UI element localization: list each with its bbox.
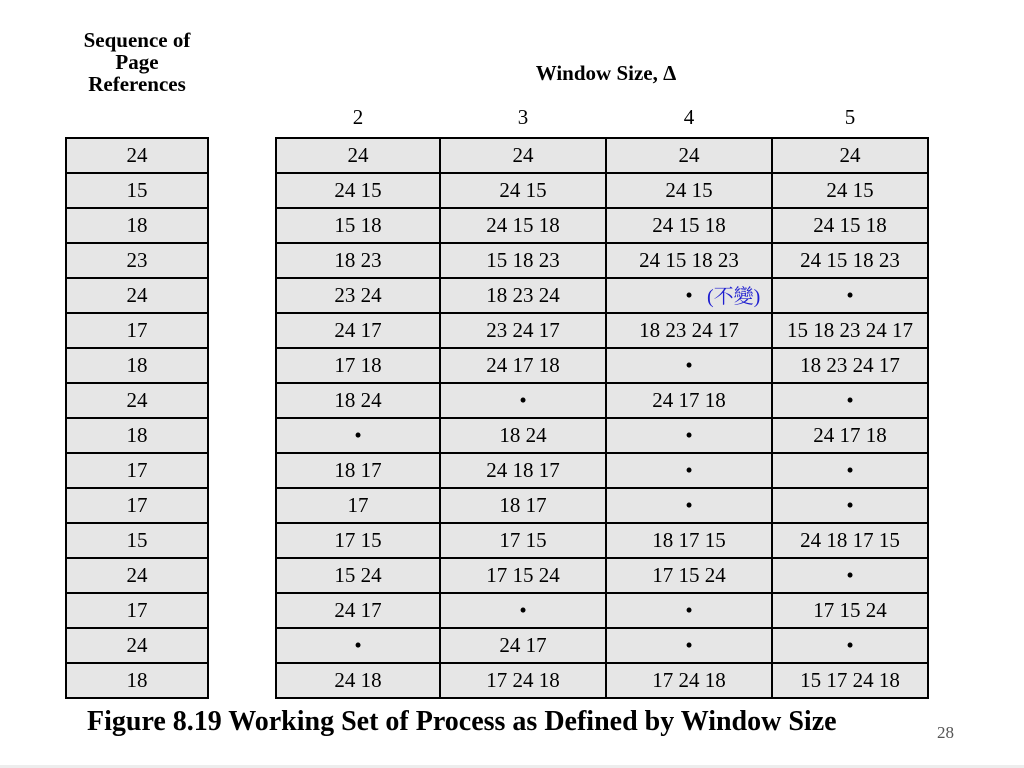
working-set-cell-window-3: 24 17 18 [441,349,605,382]
working-set-cell-window-4: 24 [607,139,771,172]
page-reference-cell: 15 [67,524,207,557]
working-set-cell-window-3: 18 24 [441,419,605,452]
working-set-cell-window-5: • [773,489,927,522]
page-reference-cell: 24 [67,559,207,592]
page-reference-cell: 17 [67,314,207,347]
working-set-cell-window-2: 17 18 [277,349,439,382]
working-set-cell-window-5: 24 15 [773,174,927,207]
unchanged-annotation: (不變) [707,286,761,308]
working-set-cell-window-4: • [607,454,771,487]
working-set-cell-window-2: 24 17 [277,314,439,347]
working-set-cell-window-3: 24 15 18 [441,209,605,242]
page-reference-header-line: Page [115,50,159,74]
window-size-label: 3 [517,105,529,129]
working-set-cell-window-4: 24 15 18 23 [607,244,771,277]
working-set-cell-window-4: 24 15 18 [607,209,771,242]
window-size-label: 5 [844,105,856,129]
page-reference-cell: 18 [67,349,207,382]
working-set-cell-window-3: 15 18 23 [441,244,605,277]
working-set-cell-window-3: • [441,594,605,627]
working-set-cell-window-2: 15 24 [277,559,439,592]
working-set-cell-window-5: 24 18 17 15 [773,524,927,557]
working-set-cell-window-5: • [773,629,927,662]
working-set-cell-window-5: 18 23 24 17 [773,349,927,382]
working-set-table [275,137,929,699]
working-set-cell-window-4: 17 15 24 [607,559,771,592]
window-size-header: Window Size, Δ [535,61,677,85]
working-set-cell-window-3: 23 24 17 [441,314,605,347]
working-set-cell-window-3: 17 15 24 [441,559,605,592]
figure-caption: Figure 8.19 Working Set of Process as Defined by Window Size [87,706,837,737]
working-set-cell-window-5: 24 [773,139,927,172]
working-set-cell-window-5: • [773,454,927,487]
working-set-cell-window-5: 15 18 23 24 17 [773,314,927,347]
working-set-cell-window-4: • [607,594,771,627]
page-reference-cell: 15 [67,174,207,207]
working-set-cell-window-2: 18 17 [277,454,439,487]
working-set-cell-window-3: 24 15 [441,174,605,207]
working-set-cell-window-5: 17 15 24 [773,594,927,627]
working-set-cell-window-3: 24 18 17 [441,454,605,487]
working-set-cell-window-5: • [773,384,927,417]
working-set-cell-window-2: 15 18 [277,209,439,242]
page-reference-cell: 17 [67,594,207,627]
working-set-cell-window-5: • [773,279,927,312]
page-reference-cell: 18 [67,419,207,452]
working-set-cell-window-4: • [607,419,771,452]
page-reference-cell: 24 [67,139,207,172]
working-set-cell-window-2: 24 15 [277,174,439,207]
working-set-cell-window-2: • [277,629,439,662]
working-set-cell-window-4: • [607,279,771,312]
working-set-cell-window-5: 24 17 18 [773,419,927,452]
page-reference-header [37,29,237,95]
working-set-cell-window-4: 24 17 18 [607,384,771,417]
working-set-cell-window-3: • [441,384,605,417]
page-reference-cell: 18 [67,209,207,242]
page-reference-cell: 24 [67,279,207,312]
window-size-label: 4 [683,105,695,129]
working-set-cell-window-3: 17 24 18 [441,664,605,697]
page-reference-header-line: References [88,72,186,96]
page-reference-cell: 24 [67,629,207,662]
working-set-cell-window-2: 18 23 [277,244,439,277]
page-reference-cell: 17 [67,489,207,522]
working-set-cell-window-4: 24 15 [607,174,771,207]
working-set-cell-window-2: 24 17 [277,594,439,627]
working-set-cell-window-2: 17 15 [277,524,439,557]
page-reference-cell: 23 [67,244,207,277]
working-set-cell-window-3: 24 [441,139,605,172]
working-set-cell-window-5: 24 15 18 [773,209,927,242]
working-set-cell-window-4: 17 24 18 [607,664,771,697]
working-set-cell-window-5: 15 17 24 18 [773,664,927,697]
working-set-cell-window-5: 24 15 18 23 [773,244,927,277]
working-set-cell-window-4: 18 23 24 17 [607,314,771,347]
working-set-cell-window-4: 18 17 15 [607,524,771,557]
working-set-cell-window-5: • [773,559,927,592]
page-reference-cell: 24 [67,384,207,417]
working-set-cell-window-2: 18 24 [277,384,439,417]
window-size-labels [277,106,927,128]
working-set-cell-window-3: 18 23 24 [441,279,605,312]
window-size-label: 2 [352,105,364,129]
page-reference-cell: 18 [67,664,207,697]
working-set-cell-window-3: 24 17 [441,629,605,662]
working-set-cell-window-3: 17 15 [441,524,605,557]
working-set-cell-window-3: 18 17 [441,489,605,522]
page-reference-header-line: Sequence of [83,28,191,52]
working-set-cell-window-2: 17 [277,489,439,522]
slide-page-number: 28 [937,723,954,742]
working-set-cell-window-2: • [277,419,439,452]
page-reference-cell: 17 [67,454,207,487]
working-set-cell-window-4: • [607,349,771,382]
working-set-cell-window-2: 24 18 [277,664,439,697]
working-set-cell-window-4: • [607,489,771,522]
working-set-cell-window-2: 24 [277,139,439,172]
page-reference-table [65,137,209,699]
working-set-cell-window-2: 23 24 [277,279,439,312]
working-set-cell-window-4: • [607,629,771,662]
